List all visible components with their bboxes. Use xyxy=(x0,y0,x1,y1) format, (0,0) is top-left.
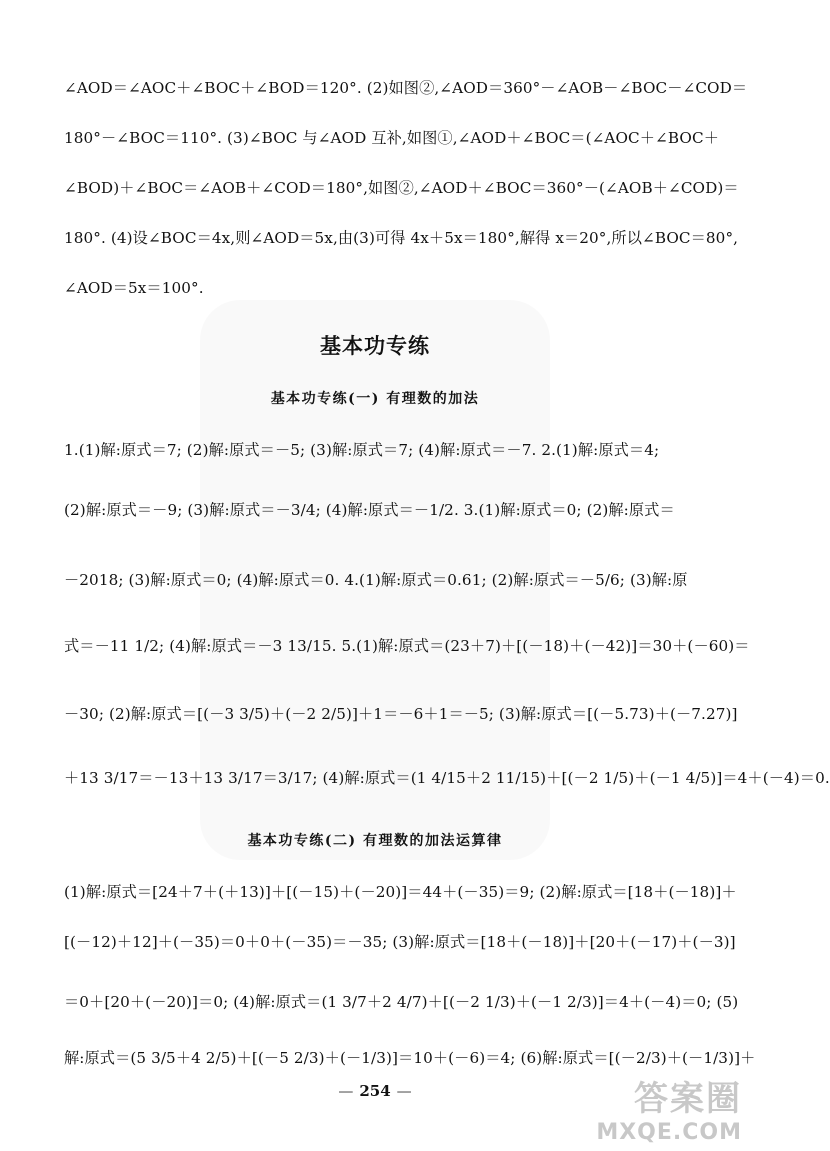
page-number-value: 254 xyxy=(359,1082,391,1100)
answer-line: 式＝－11 1/2; (4)解:原式＝－3 13/15. 5.(1)解:原式＝(23＋7)＋[(－18)＋(－42)]＝30＋(－60)＝ xyxy=(64,637,750,655)
answer-line: (1)解:原式＝[24＋7＋(＋13)]＋[(－15)＋(－20)]＝44＋(－35)＝9; (2)解:原式＝[18＋(－18)]＋ xyxy=(64,883,737,901)
paragraph-line: ∠BOD)＋∠BOC＝∠AOB＋∠COD＝180°,如图②,∠AOD＋∠BOC＝360°－(∠AOB＋∠COD)＝ xyxy=(64,179,739,197)
answer-line: ＝0＋[20＋(－20)]＝0; (4)解:原式＝(1 3/7＋2 4/7)＋[(－2 1/3)＋(－1 2/3)]＝4＋(－4)＝0; (5) xyxy=(64,993,739,1011)
part1-title: 基本功专练(一) 有理数的加法 xyxy=(270,391,480,407)
corner-watermark-logo xyxy=(596,1071,742,1145)
answer-line: 解:原式＝(5 3/5＋4 2/5)＋[(－5 2/3)＋(－1/3)]＝10＋(－6)＝4; (6)解:原式＝[(－2/3)＋(－1/3)]＋ xyxy=(64,1049,756,1067)
answer-line: [(－12)＋12]＋(－35)＝0＋0＋(－35)＝－35; (3)解:原式＝[18＋(－18)]＋[20＋(－17)＋(－3)] xyxy=(64,933,736,951)
part2-title: 基本功专练(二) 有理数的加法运算律 xyxy=(247,833,503,849)
page-number: — 254 — xyxy=(338,1082,412,1100)
watermark-logo-text: 答案圈 xyxy=(634,1079,742,1119)
answer-line: －2018; (3)解:原式＝0; (4)解:原式＝0. 4.(1)解:原式＝0.61; (2)解:原式＝－5/6; (3)解:原 xyxy=(64,571,688,589)
answer-line: 1.(1)解:原式＝7; (2)解:原式＝－5; (3)解:原式＝7; (4)解:原式＝－7. 2.(1)解:原式＝4; xyxy=(64,441,660,459)
answer-line: ＋13 3/17＝－13＋13 3/17＝3/17; (4)解:原式＝(1 4/15＋2 11/15)＋[(－2 1/5)＋(－1 4/5)]＝4＋(－4)＝0. xyxy=(64,769,830,787)
answer-line: －30; (2)解:原式＝[(－3 3/5)＋(－2 2/5)]＋1＝－6＋1＝－5; (3)解:原式＝[(－5.73)＋(－7.27)] xyxy=(64,705,738,723)
watermark-logo-url: MXQE.COM xyxy=(596,1120,742,1145)
answer-line: (2)解:原式＝－9; (3)解:原式＝－3/4; (4)解:原式＝－1/2. 3.(1)解:原式＝0; (2)解:原式＝ xyxy=(64,501,675,519)
paragraph-line: 180°. (4)设∠BOC＝4x,则∠AOD＝5x,由(3)可得 4x＋5x＝180°,解得 x＝20°,所以∠BOC＝80°, xyxy=(64,229,739,247)
paragraph-line: ∠AOD＝5x＝100°. xyxy=(64,279,204,297)
section-title: 基本功专练 xyxy=(320,334,430,358)
paragraph-line: 180°－∠BOC＝110°. (3)∠BOC 与∠AOD 互补,如图①,∠AOD＋∠BOC＝(∠AOC＋∠BOC＋ xyxy=(64,129,719,147)
paragraph-line: ∠AOD＝∠AOC＋∠BOC＋∠BOD＝120°. (2)如图②,∠AOD＝360°－∠AOB－∠BOC－∠COD＝ xyxy=(64,79,748,97)
